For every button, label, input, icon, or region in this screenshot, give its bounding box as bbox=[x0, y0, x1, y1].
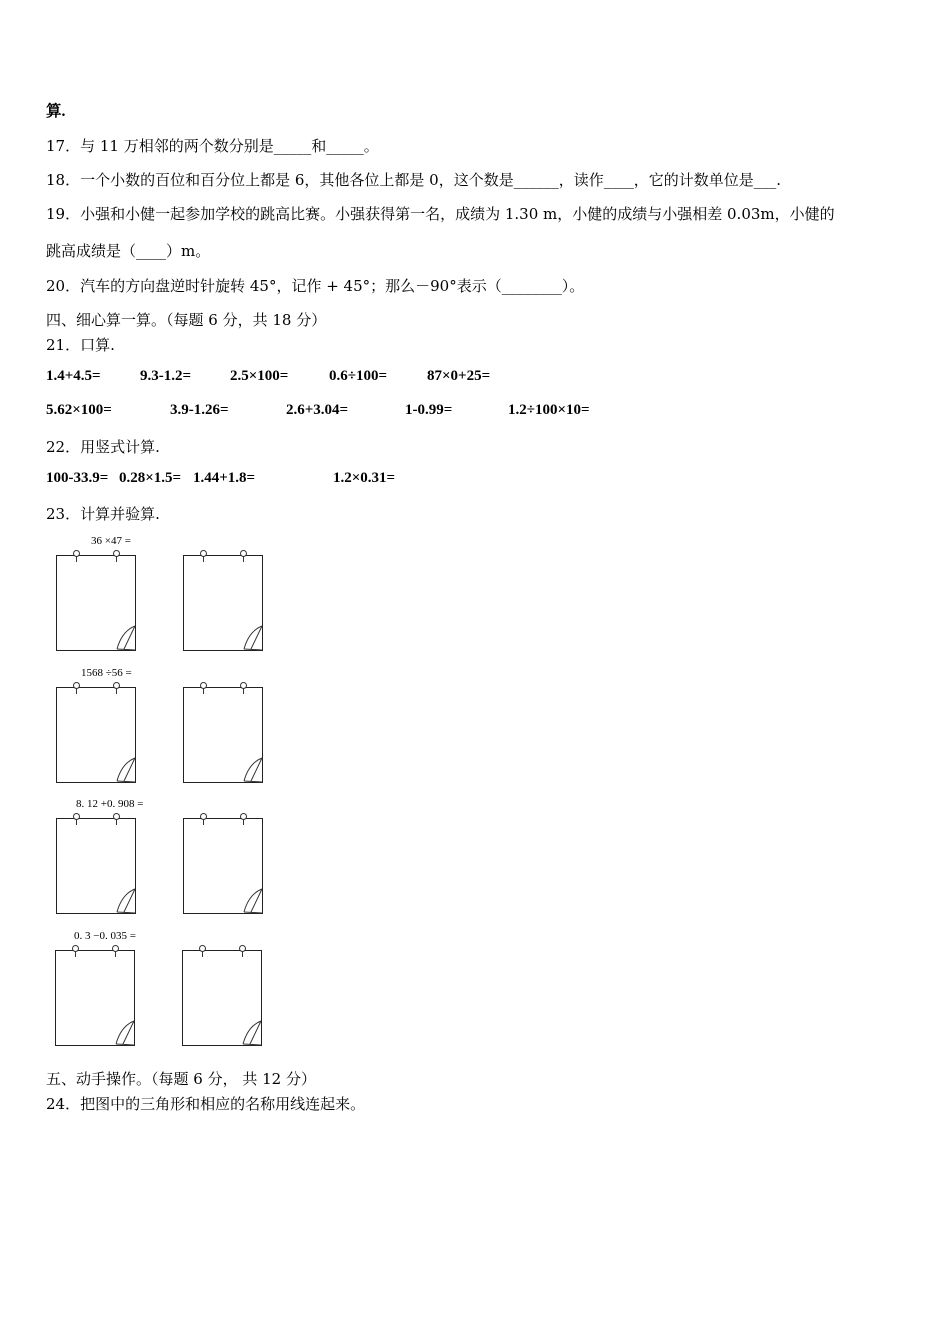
question-21-title: 21．口算. bbox=[46, 336, 115, 354]
ring-icon bbox=[200, 550, 207, 557]
question-19-line1: 19．小强和小健一起参加学校的跳高比赛。小强获得第一名，成绩为 1.30 m，小健的成绩与小强相差 0.03m，小健的 bbox=[46, 205, 835, 223]
oral-calc-item: 87×0+25= bbox=[427, 368, 491, 384]
calc-pad[interactable] bbox=[55, 950, 135, 1046]
check-pad[interactable] bbox=[183, 818, 263, 914]
ring-icon bbox=[200, 682, 207, 689]
question-23-title: 23．计算并验算. bbox=[46, 505, 160, 523]
ring-icon bbox=[239, 945, 246, 952]
page-curl-icon bbox=[113, 1020, 135, 1046]
check-pad[interactable] bbox=[183, 555, 263, 651]
ring-icon bbox=[240, 550, 247, 557]
section-4-title: 四、细心算一算。（每题 6 分，共 18 分） bbox=[46, 311, 327, 329]
ring-icon bbox=[200, 813, 207, 820]
ring-icon bbox=[240, 682, 247, 689]
ring-icon bbox=[72, 945, 79, 952]
oral-calc-item: 1.4+4.5= bbox=[46, 368, 101, 384]
calc-pad[interactable] bbox=[56, 687, 136, 783]
oral-calc-item: 5.62×100= bbox=[46, 402, 112, 418]
ring-icon bbox=[73, 550, 80, 557]
question-17: 17．与 11 万相邻的两个数分别是_____和_____。 bbox=[46, 137, 379, 155]
oral-calc-item: 2.5×100= bbox=[230, 368, 289, 384]
ring-icon bbox=[113, 682, 120, 689]
page-curl-icon bbox=[114, 757, 136, 783]
ring-icon bbox=[199, 945, 206, 952]
oral-calc-item: 1-0.99= bbox=[405, 402, 453, 418]
check-pad[interactable] bbox=[182, 950, 262, 1046]
question-24: 24．把图中的三角形和相应的名称用线连起来。 bbox=[46, 1095, 366, 1113]
oral-calc-item: 9.3-1.2= bbox=[140, 368, 192, 384]
ring-icon bbox=[113, 813, 120, 820]
calc-pad[interactable] bbox=[56, 555, 136, 651]
page-curl-icon bbox=[241, 757, 263, 783]
q23-expression: 1568 ÷56 = bbox=[81, 667, 132, 679]
ring-icon bbox=[73, 813, 80, 820]
continued-text: 算. bbox=[46, 103, 66, 120]
oral-calc-item: 1.2÷100×10= bbox=[508, 402, 590, 418]
ring-icon bbox=[112, 945, 119, 952]
ring-icon bbox=[113, 550, 120, 557]
q23-expression: 8. 12 +0. 908 = bbox=[76, 798, 144, 810]
question-19-line2: 跳高成绩是（____）m。 bbox=[46, 242, 211, 260]
q23-expression: 36 ×47 = bbox=[91, 535, 131, 547]
vertical-calc-item: 0.28×1.5= bbox=[119, 470, 182, 486]
calc-pad[interactable] bbox=[56, 818, 136, 914]
q23-expression: 0. 3 −0. 035 = bbox=[74, 930, 136, 942]
page-curl-icon bbox=[241, 888, 263, 914]
page-curl-icon bbox=[114, 625, 136, 651]
vertical-calc-item: 1.2×0.31= bbox=[333, 470, 396, 486]
page-curl-icon bbox=[240, 1020, 262, 1046]
vertical-calc-item: 1.44+1.8= bbox=[193, 470, 256, 486]
question-22-title: 22．用竖式计算. bbox=[46, 438, 160, 456]
ring-icon bbox=[240, 813, 247, 820]
question-20: 20．汽车的方向盘逆时针旋转 45°，记作 + 45°；那么－90°表示（________）。 bbox=[46, 277, 585, 295]
check-pad[interactable] bbox=[183, 687, 263, 783]
section-5-title: 五、动手操作。（每题 6 分， 共 12 分） bbox=[46, 1070, 316, 1088]
ring-icon bbox=[73, 682, 80, 689]
oral-calc-item: 2.6+3.04= bbox=[286, 402, 349, 418]
question-18: 18．一个小数的百位和百分位上都是 6，其他各位上都是 0，这个数是______，读作____，它的计数单位是___. bbox=[46, 171, 781, 189]
page-curl-icon bbox=[241, 625, 263, 651]
oral-calc-item: 3.9-1.26= bbox=[170, 402, 229, 418]
vertical-calc-item: 100-33.9= bbox=[46, 470, 109, 486]
page-curl-icon bbox=[114, 888, 136, 914]
oral-calc-item: 0.6÷100= bbox=[329, 368, 388, 384]
